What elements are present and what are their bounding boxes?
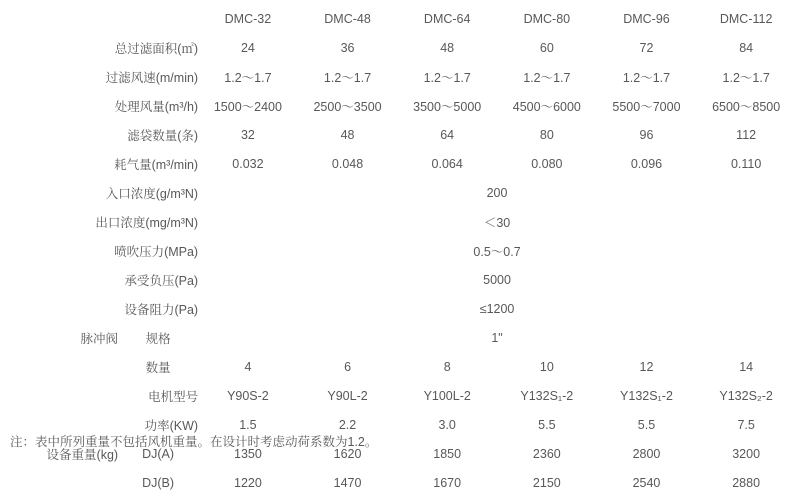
row-sublabel-dj-a: DJ(A) (142, 446, 175, 461)
cell-value: 3500～5000 (413, 99, 482, 114)
table-row (0, 381, 796, 410)
table-row (0, 323, 796, 352)
cell-value: 1620 (333, 446, 362, 461)
row-label-filtering-velocity: 过滤风速(m/min) (105, 70, 199, 85)
cell-value: Y90S-2 (227, 388, 269, 403)
cell-value: 84 (739, 40, 754, 55)
row-label-motor-model: 电机型号 (148, 389, 199, 404)
cell-value: 36 (340, 40, 355, 55)
specification-table (0, 4, 796, 497)
table-row (0, 207, 796, 236)
cell-value: 5.5 (538, 417, 556, 432)
cell-value: 0.080 (531, 156, 563, 171)
table-body (0, 33, 796, 497)
cell-value: 2500～3500 (313, 99, 382, 114)
column-header-model-6: DMC-112 (719, 11, 773, 26)
cell-value-merged: 5000 (483, 272, 511, 287)
row-label-pulse-valve: 脉冲阀 (80, 331, 119, 346)
row-label-equipment-resistance: 设备阻力(Pa) (124, 302, 199, 317)
cell-value: 1.2～1.7 (323, 70, 372, 85)
table-row (0, 178, 796, 207)
row-label-air-consumption: 耗气量(m³/min) (114, 157, 199, 172)
cell-value: 1.2～1.7 (224, 70, 272, 85)
cell-value: 112 (736, 127, 757, 142)
table-row (0, 33, 796, 62)
row-label-outlet-concentration: 出口浓度(mg/m³N) (95, 215, 199, 230)
cell-value: 0.032 (232, 156, 264, 171)
cell-value-merged: ＜30 (483, 215, 511, 230)
cell-value: 2800 (632, 446, 661, 461)
row-sublabel-quantity: 数量 (145, 360, 171, 375)
cell-value: 8 (443, 359, 451, 374)
cell-value: 6 (344, 359, 352, 374)
cell-value: 48 (440, 40, 455, 55)
column-header-model-1: DMC-32 (224, 11, 272, 26)
row-sublabel-specification: 规格 (145, 331, 171, 346)
cell-value: 4 (244, 359, 252, 374)
table-row (0, 149, 796, 178)
table-row (0, 120, 796, 149)
row-label-negative-pressure: 承受负压(Pa) (124, 273, 199, 288)
header-corner-blank (0, 4, 118, 33)
cell-value: 3.0 (438, 417, 456, 432)
cell-value: 1470 (333, 475, 362, 490)
cell-value: Y132S₂-2 (719, 388, 773, 403)
cell-value: Y100L-2 (423, 388, 471, 403)
cell-value: 7.5 (737, 417, 755, 432)
table-row (0, 236, 796, 265)
cell-value-merged: 200 (486, 185, 508, 200)
row-label-total-filter-area: 总过滤面积(㎡) (114, 41, 199, 56)
cell-value: 48 (340, 127, 355, 142)
row-label-blank (0, 352, 118, 381)
cell-value: 64 (440, 127, 455, 142)
cell-value: 10 (539, 359, 554, 374)
cell-value: Y132S₁-2 (620, 388, 673, 403)
cell-value: 14 (739, 359, 754, 374)
column-header-model-5: DMC-96 (623, 11, 670, 26)
cell-value: 0.064 (431, 156, 463, 171)
table-header-row (0, 4, 796, 33)
table-row (0, 352, 796, 381)
cell-value: 1850 (433, 446, 462, 461)
cell-value-merged: 0.5～0.7 (473, 244, 521, 259)
cell-value: 0.048 (331, 156, 364, 171)
cell-value: 4500～6000 (512, 99, 581, 114)
cell-value: 3200 (732, 446, 761, 461)
cell-value: 1.2～1.7 (722, 70, 770, 85)
cell-value: 0.096 (630, 156, 663, 171)
cell-value: 5500～7000 (612, 99, 681, 114)
column-header-model-2: DMC-48 (324, 11, 371, 26)
cell-value: 0.110 (730, 156, 762, 171)
cell-value: 1220 (234, 475, 262, 490)
table-footnote: 注：表中所列重量不包括风机重量。在设计时考虑动荷系数为1.2。 (10, 435, 378, 449)
table-row (0, 62, 796, 91)
row-label-power: 功率(KW) (144, 418, 199, 433)
table-row (0, 91, 796, 120)
cell-value: 96 (639, 127, 654, 142)
cell-value: 1.2～1.7 (622, 70, 671, 85)
cell-value: 2540 (632, 475, 661, 490)
cell-value: 5.5 (637, 417, 656, 432)
cell-value: 1350 (234, 446, 262, 461)
cell-value: 1670 (433, 475, 462, 490)
cell-value-merged: ≤1200 (479, 301, 515, 316)
row-label-inlet-concentration: 入口浓度(g/m³N) (105, 186, 199, 201)
cell-value: 24 (240, 40, 255, 55)
cell-value: Y132S₁-2 (520, 388, 574, 403)
column-header-model-3: DMC-64 (423, 11, 471, 26)
row-sublabel-dj-b: DJ(B) (142, 475, 175, 490)
header-corner-blank-2 (118, 4, 198, 33)
cell-value: 80 (539, 127, 554, 142)
cell-value: 1.2～1.7 (423, 70, 471, 85)
table-row (0, 468, 796, 497)
cell-value: 72 (639, 40, 654, 55)
cell-value: 32 (240, 127, 255, 142)
cell-value: Y90L-2 (327, 388, 368, 403)
table-head (0, 4, 796, 33)
cell-value: 12 (639, 359, 654, 374)
cell-value: 1.2～1.7 (523, 70, 571, 85)
row-label-bag-quantity: 滤袋数量(条) (127, 128, 199, 143)
table-row (0, 265, 796, 294)
cell-value: 2880 (732, 475, 761, 490)
cell-value: 1.5 (239, 417, 257, 432)
cell-value: 2360 (532, 446, 561, 461)
cell-value: 1500～2400 (213, 99, 282, 114)
cell-value: 2150 (532, 475, 561, 490)
cell-value: 6500～8500 (712, 99, 781, 114)
row-label-equipment-weight: 设备重量(kg) (46, 447, 119, 462)
row-label-pulse-pressure: 喷吹压力(MPa) (114, 244, 199, 259)
cell-value: 60 (539, 40, 554, 55)
table-row (0, 294, 796, 323)
cell-value-merged: 1" (491, 330, 503, 345)
row-label-blank-2 (0, 468, 118, 497)
row-label-air-volume: 处理风量(m³/h) (114, 99, 199, 114)
cell-value: 2.2 (338, 417, 357, 432)
column-header-model-4: DMC-80 (523, 11, 571, 26)
